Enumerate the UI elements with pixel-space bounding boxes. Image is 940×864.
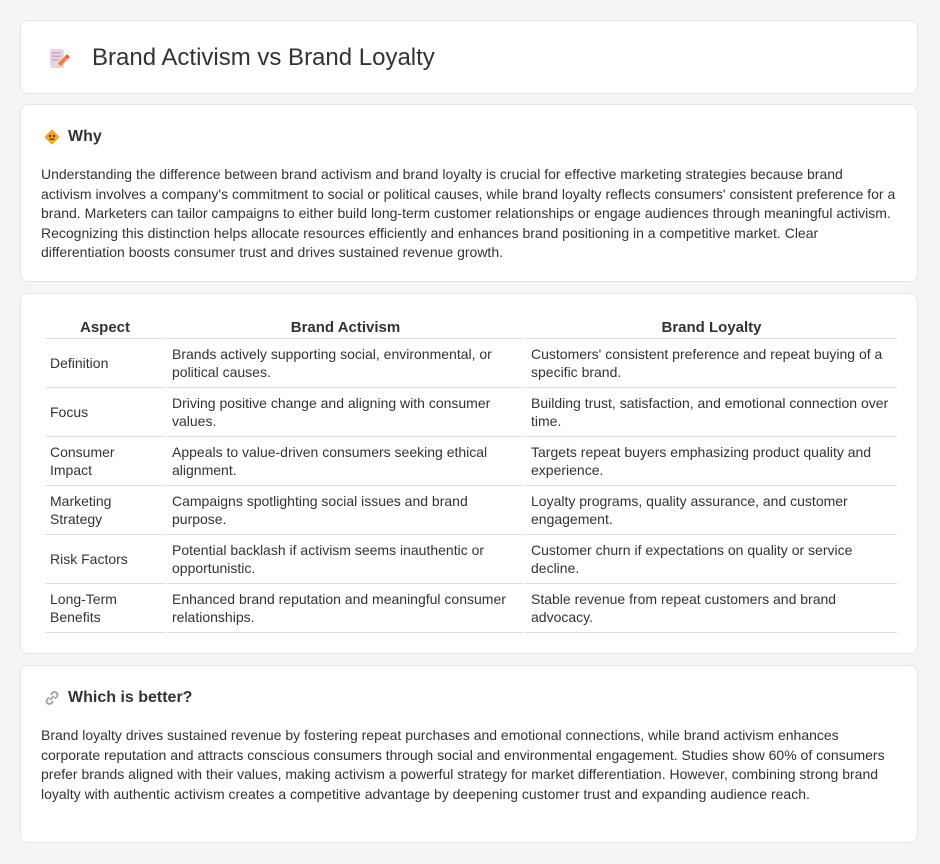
header-aspect: Aspect — [45, 316, 165, 339]
table-header-row — [45, 316, 897, 339]
aspect-cell: Long-Term Benefits — [45, 584, 165, 633]
activism-cell: Potential backlash if activism seems inauthentic or opportunistic. — [167, 535, 524, 584]
title-card — [20, 20, 918, 94]
why-heading — [43, 127, 102, 147]
comparison-section — [20, 293, 918, 654]
aspect-cell: Marketing Strategy — [45, 486, 165, 535]
better-heading — [43, 688, 192, 708]
why-body: Understanding the difference between brand activism and brand loyalty is crucial for effective marketing strategies because brand activism involves a company's commitment to social or political causes, while brand loyalty reflects consumers' consistent preference for a brand. Marketers can tailor campaigns to either build long-term customer relationships or engage audiences through meaningful activism. Recognizing this distinction helps allocate resources efficiently and enhances brand positioning in a competitive market. Clear differentiation boosts consumer trust and drives sustained revenue growth. — [41, 166, 896, 261]
table-row — [45, 388, 897, 437]
why-section — [20, 104, 918, 282]
aspect-cell: Definition — [45, 339, 165, 388]
link-icon — [43, 689, 61, 707]
aspect-cell: Consumer Impact — [45, 437, 165, 486]
header-brand-loyalty: Brand Loyalty — [526, 316, 897, 339]
table-row — [45, 437, 897, 486]
loyalty-cell: Customer churn if expectations on quality or service decline. — [526, 535, 897, 584]
diamond-sign-icon — [43, 128, 61, 146]
why-title: Why — [68, 128, 102, 145]
page-title: Brand Activism vs Brand Loyalty — [92, 44, 435, 71]
aspect-cell: Focus — [45, 388, 165, 437]
aspect-cell: Risk Factors — [45, 535, 165, 584]
better-title: Which is better? — [68, 689, 193, 706]
loyalty-cell: Customers' consistent preference and repeat buying of a specific brand. — [526, 339, 897, 388]
comparison-table — [43, 316, 899, 633]
activism-cell: Campaigns spotlighting social issues and brand purpose. — [167, 486, 524, 535]
activism-cell: Brands actively supporting social, environmental, or political causes. — [167, 339, 524, 388]
which-is-better-section — [20, 665, 918, 843]
table-row — [45, 535, 897, 584]
activism-cell: Driving positive change and aligning with consumer values. — [167, 388, 524, 437]
loyalty-cell: Targets repeat buyers emphasizing product quality and experience. — [526, 437, 897, 486]
loyalty-cell: Loyalty programs, quality assurance, and customer engagement. — [526, 486, 897, 535]
better-body: Brand loyalty drives sustained revenue by fostering repeat purchases and emotional connections, while brand activism enhances corporate reputation and attracts conscious consumers through social and environmental engagement. Studies show 60% of consumers prefer brands aligned with their values, making activism a powerful strategy for market differentiation. However, combining strong brand loyalty with authentic activism creates a competitive advantage by deepening customer trust and expanding audience reach. — [41, 727, 885, 802]
table-row — [45, 339, 897, 388]
activism-cell: Appeals to value-driven consumers seeking ethical alignment. — [167, 437, 524, 486]
activism-cell: Enhanced brand reputation and meaningful consumer relationships. — [167, 584, 524, 633]
loyalty-cell: Stable revenue from repeat customers and brand advocacy. — [526, 584, 897, 633]
document-pencil-icon — [47, 47, 71, 71]
header-brand-activism: Brand Activism — [167, 316, 524, 339]
table-row — [45, 486, 897, 535]
table-row — [45, 584, 897, 633]
loyalty-cell: Building trust, satisfaction, and emotional connection over time. — [526, 388, 897, 437]
